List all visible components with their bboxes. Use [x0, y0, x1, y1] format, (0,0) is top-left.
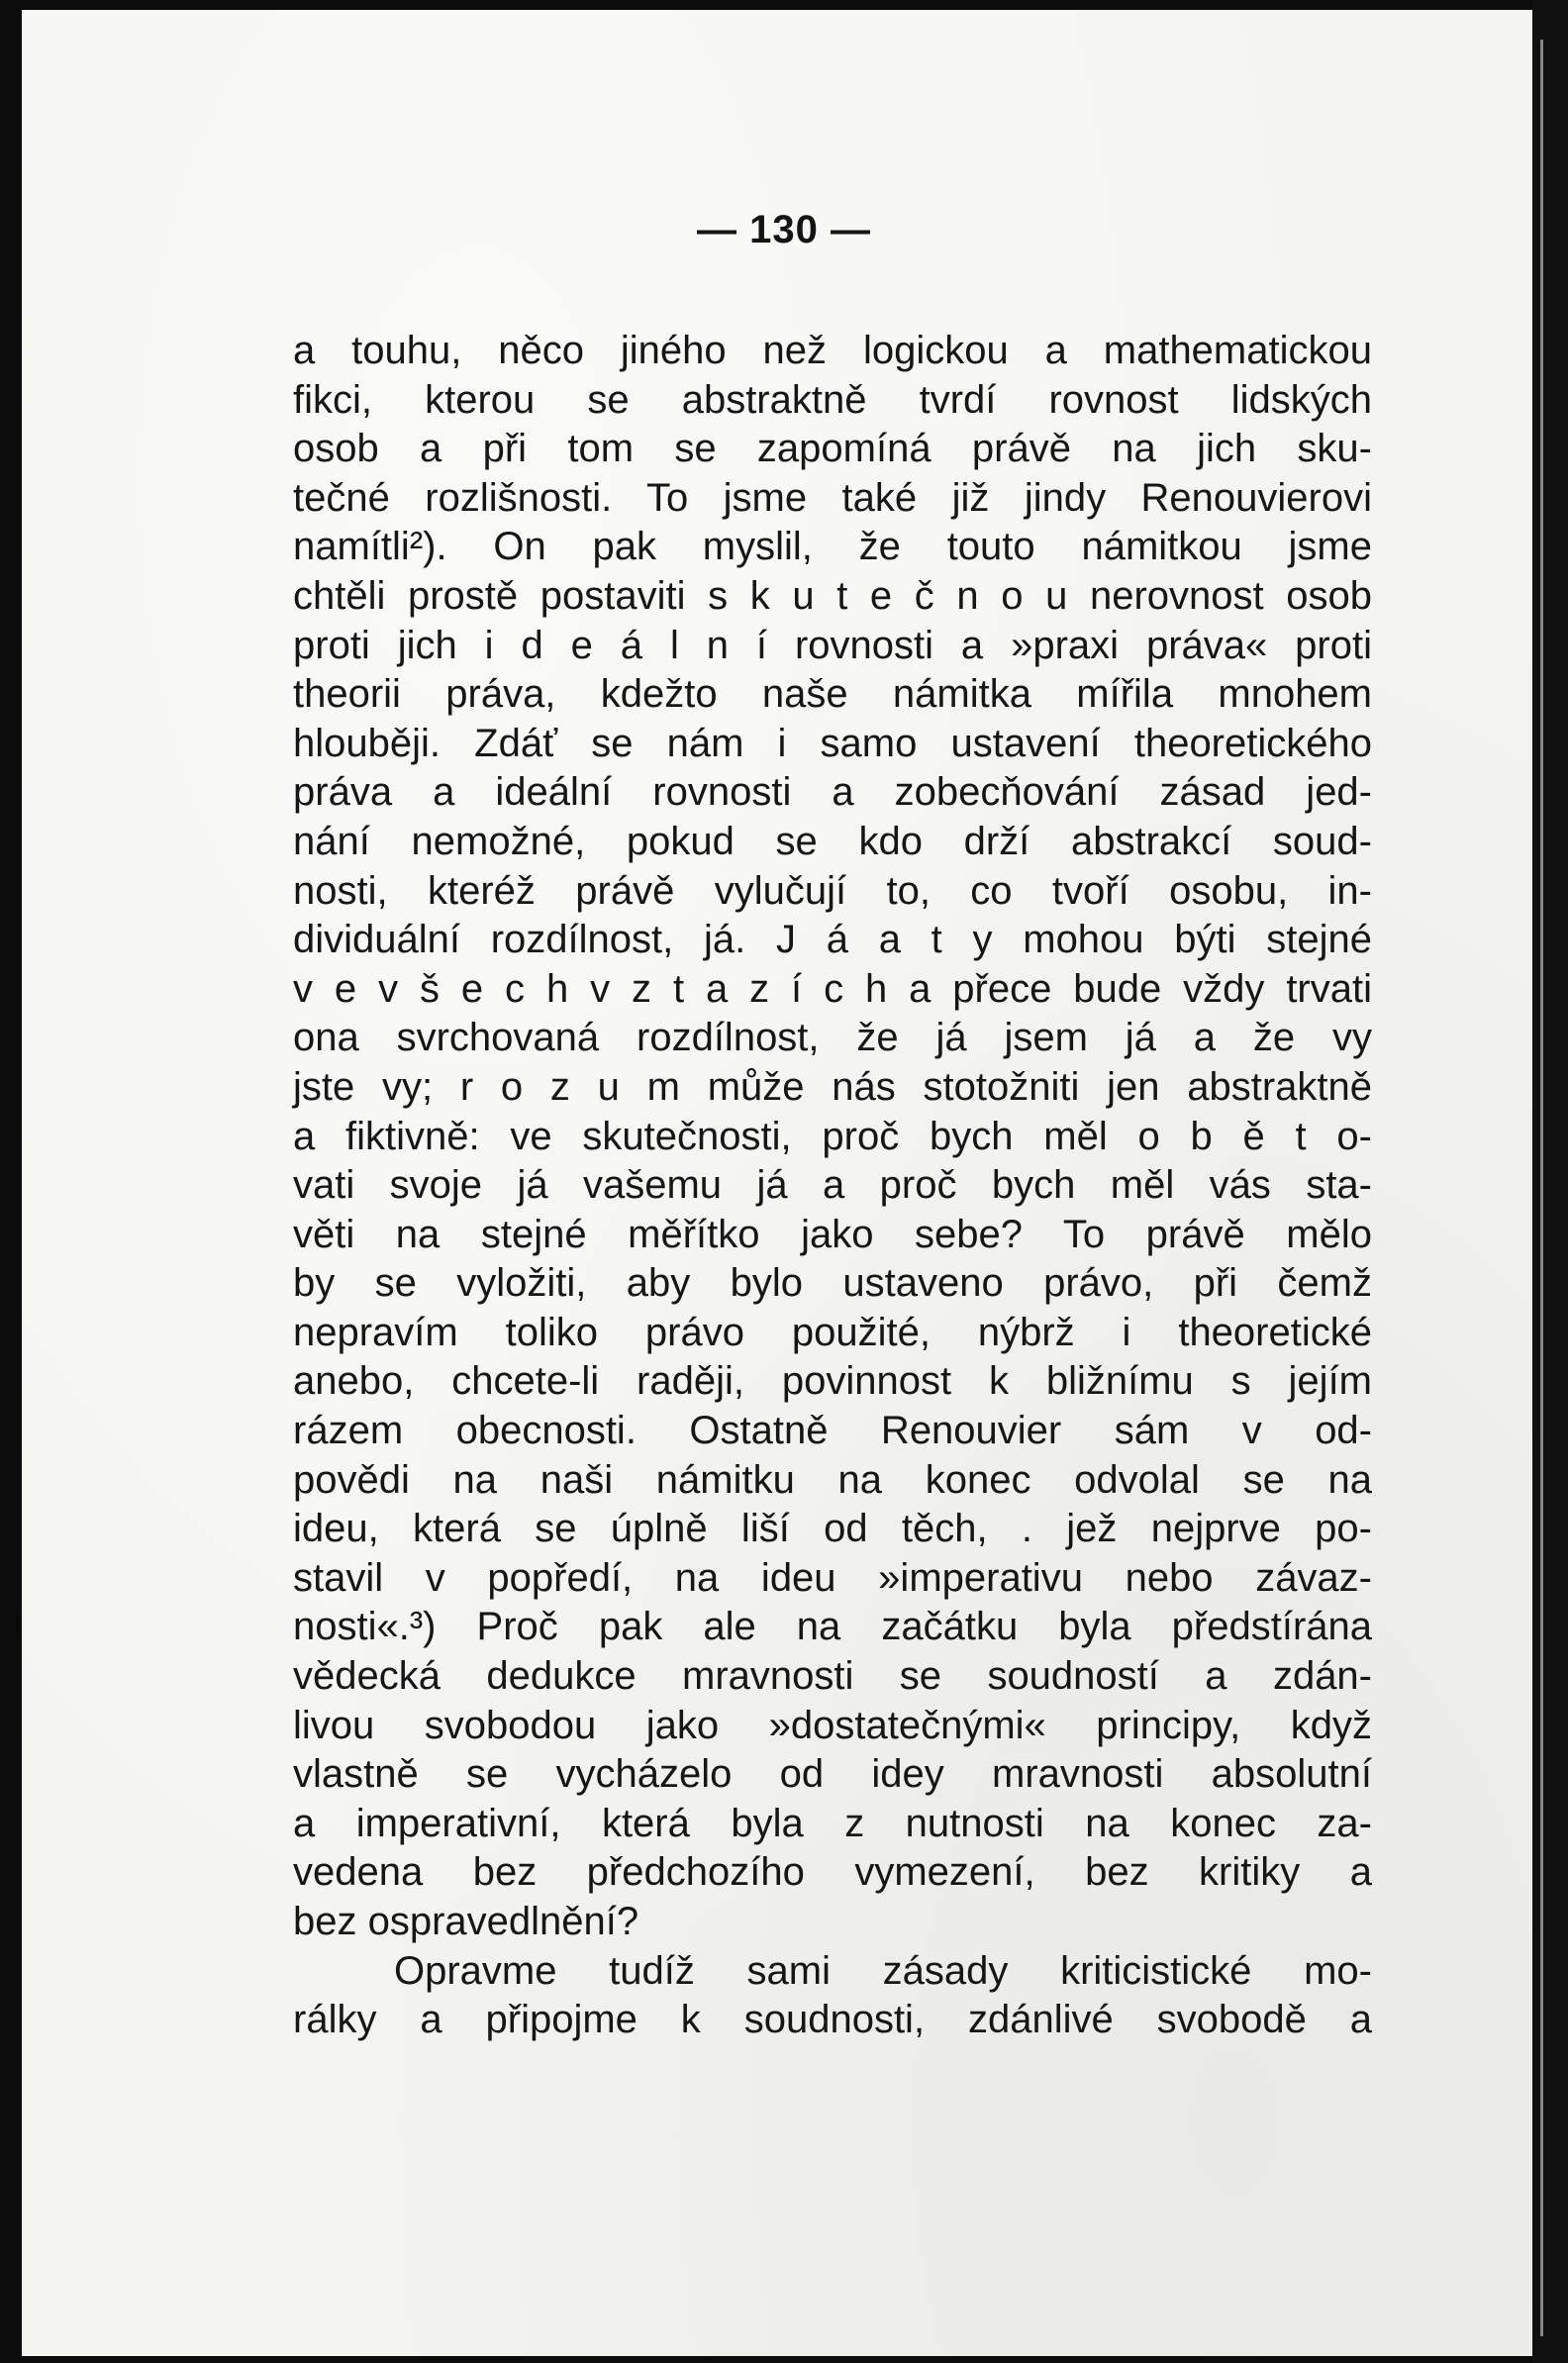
text-line: práva a ideální rovnosti a zobecňování zásad jed- [293, 770, 1372, 815]
text-line: nání nemožné, pokud se kdo drží abstrakcí soud- [293, 819, 1372, 863]
text-line: a imperativní, která byla z nutnosti na konec za- [293, 1801, 1372, 1845]
body-text [293, 327, 1372, 2045]
text-line: rázem obecnosti. Ostatně Renouvier sám v od- [293, 1409, 1372, 1453]
text-line: dividuální rozdílnost, já. J á a t y mohou býti stejné [293, 918, 1372, 962]
text-line: ona svrchovaná rozdílnost, že já jsem já a že vy [293, 1016, 1372, 1060]
paragraph-start-line: Opravme tudíž sami zásady kriticistické mo- [394, 1948, 1372, 1993]
text-line: vlastně se vycházelo od idey mravnosti absolutní [293, 1752, 1372, 1797]
text-line: nosti«.³) Proč pak ale na začátku byla předstírána [293, 1605, 1372, 1649]
text-line: fikci, kterou se abstraktně tvrdí rovnost lidských [293, 377, 1372, 422]
text-line: osob a při tom se zapomíná právě na jich sku- [293, 427, 1372, 471]
text-line: ideu, která se úplně liší od těch, . jež nejprve po- [293, 1507, 1372, 1551]
text-line: namítli²). On pak myslil, že touto námitkou jsme [293, 525, 1372, 569]
text-line: vědecká dedukce mravnosti se soudností a zdán- [293, 1654, 1372, 1699]
text-line: nosti, kteréž právě vylučují to, co tvoří osobu, in- [293, 868, 1372, 913]
text-line: stavil v popředí, na ideu »imperativu nebo závaz- [293, 1555, 1372, 1600]
text-line: povědi na naši námitku na konec odvolal se na [293, 1457, 1372, 1502]
page-edge-line [1540, 40, 1543, 2336]
text-line: anebo, chcete-li raději, povinnost k bližnímu s jejím [293, 1359, 1372, 1404]
text-line: a fiktivně: ve skutečnosti, proč bych měl o b ě t o- [293, 1114, 1372, 1158]
text-line: proti jich i d e á l n í rovnosti a »praxi práva« proti [293, 623, 1372, 667]
text-line: vedena bez předchozího vymezení, bez kritiky a [293, 1850, 1372, 1895]
text-line: chtěli prostě postaviti s k u t e č n o u nerovnost osob [293, 573, 1372, 618]
text-line: by se vyložiti, aby bylo ustaveno právo, při čemž [293, 1261, 1372, 1306]
text-line: tečné rozlišnosti. To jsme také již jindy Renouvierovi [293, 475, 1372, 520]
text-line: a touhu, něco jiného než logickou a mathematickou [293, 329, 1372, 372]
page-number: — 130 — [697, 208, 871, 251]
paragraph-end-line: bez ospravedlnění? [293, 1900, 639, 1943]
text-line: hlouběji. Zdáť se nám i samo ustavení theoretického [293, 721, 1372, 765]
text-line: theorii práva, kdežto naše námitka mířila mnohem [293, 672, 1372, 717]
text-line: jste vy; r o z u m může nás stotožniti jen abstraktně [293, 1064, 1372, 1109]
text-line: věti na stejné měřítko jako sebe? To právě mělo [293, 1212, 1372, 1256]
text-line: v e v š e c h v z t a z í c h a přece bude vždy trvati [293, 966, 1372, 1011]
text-line: rálky a připojme k soudnosti, zdánlivé svobodě a [293, 1998, 1372, 2042]
text-line: nepravím toliko právo použité, nýbrž i theoretické [293, 1310, 1372, 1354]
page-edge-shadow [1532, 0, 1568, 2363]
text-line: vati svoje já vašemu já a proč bych měl vás sta- [293, 1163, 1372, 1208]
text-line: livou svobodou jako »dostatečnými« principy, když [293, 1703, 1372, 1747]
